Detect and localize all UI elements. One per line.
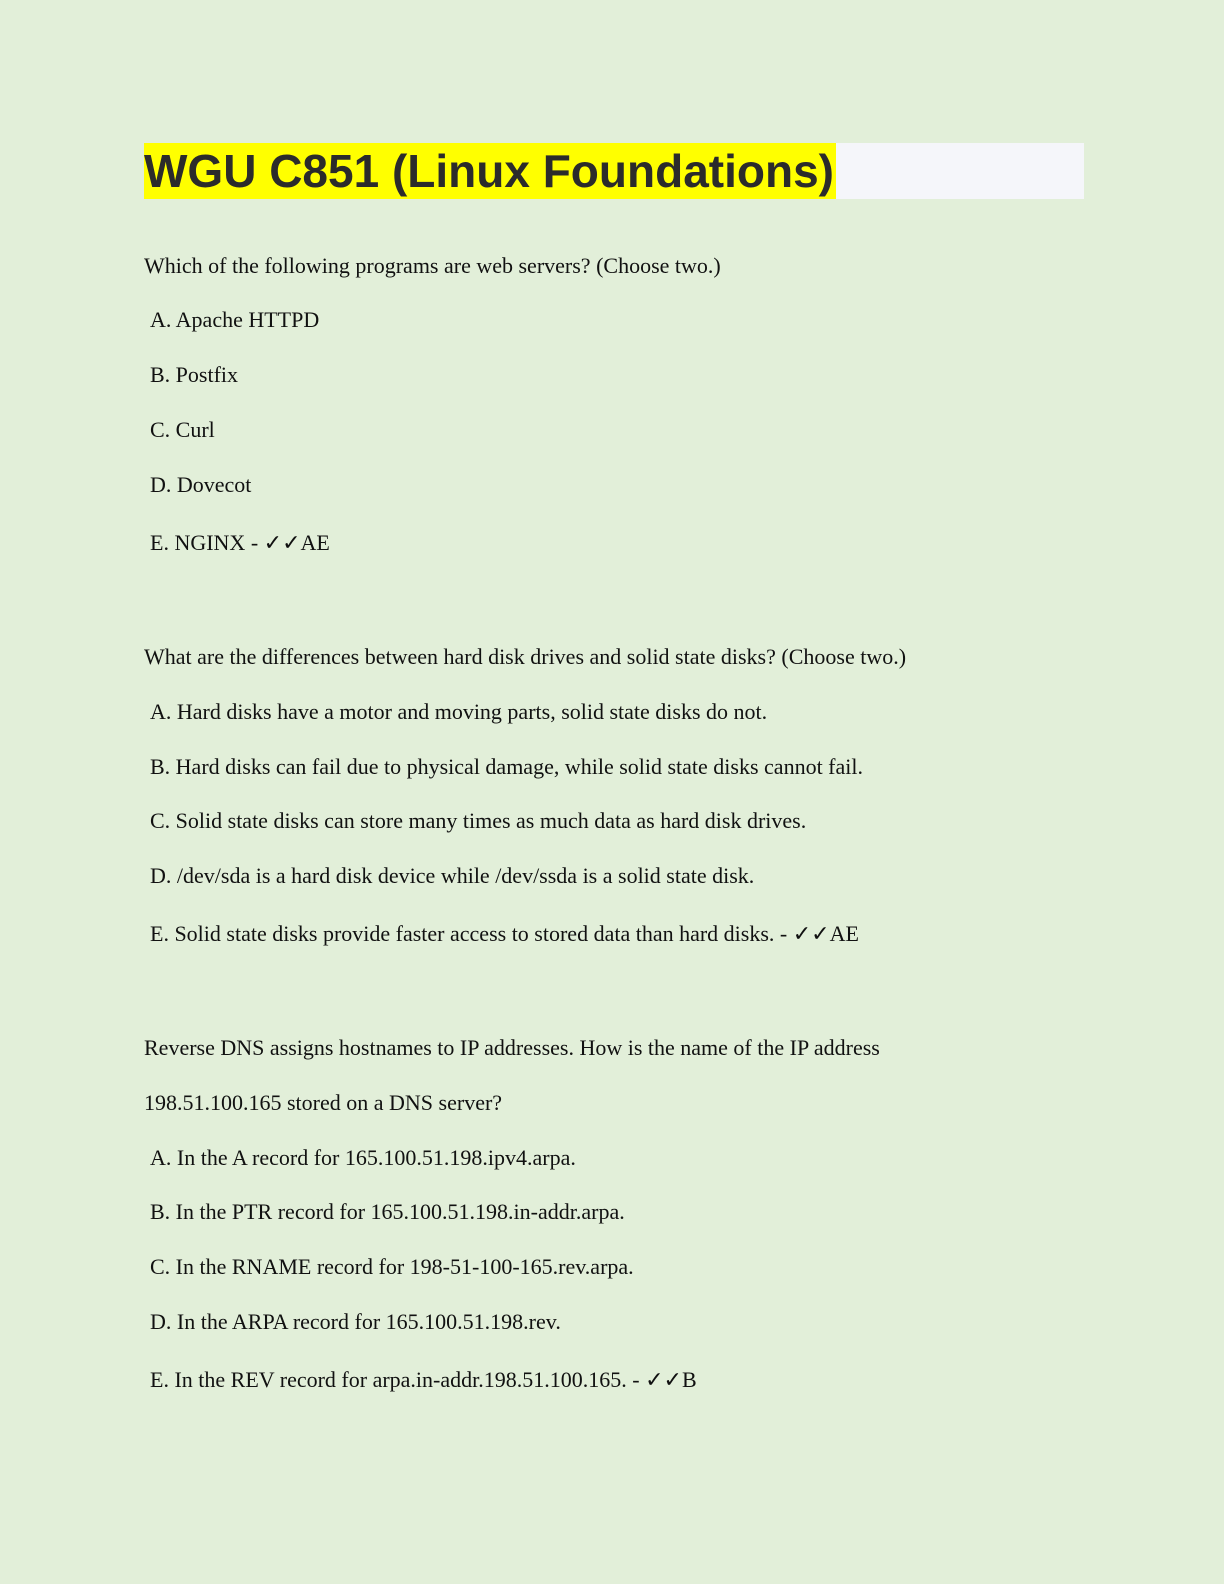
question-prompt: Which of the following programs are web servers? (Choose two.): [144, 253, 721, 278]
answer-option-with-key: [150, 920, 859, 949]
answer-option: D. /dev/sda is a hard disk device while /dev/ssda is a solid state disk.: [150, 863, 755, 888]
answer-option-text: E. In the REV record for arpa.in-addr.198.51.100.165. -: [150, 1367, 646, 1392]
answer-option: C. In the RNAME record for 198-51-100-165.rev.arpa.: [150, 1254, 634, 1279]
question-prompt-continued: 198.51.100.165 stored on a DNS server?: [144, 1090, 503, 1115]
answer-key: AE: [829, 921, 859, 946]
answer-option-with-key: [150, 1366, 697, 1395]
answer-option: C. Solid state disks can store many times as much data as hard disk drives.: [150, 808, 807, 833]
checkmark-icon: ✓✓: [792, 922, 830, 947]
answer-option: B. Hard disks can fail due to physical damage, while solid state disks cannot fail.: [150, 754, 864, 779]
answer-option: A. Apache HTTPD: [150, 307, 320, 332]
question-prompt: Reverse DNS assigns hostnames to IP addresses. How is the name of the IP address: [144, 1035, 880, 1060]
answer-key: AE: [300, 530, 330, 555]
answer-option-text: E. Solid state disks provide faster access to stored data than hard disks. -: [150, 921, 793, 946]
checkmark-icon: ✓✓: [263, 531, 301, 556]
page-title: WGU C851 (Linux Foundations): [144, 145, 834, 197]
answer-option: D. In the ARPA record for 165.100.51.198.rev.: [150, 1309, 561, 1334]
checkmark-icon: ✓✓: [645, 1368, 682, 1393]
answer-key: B: [681, 1367, 697, 1392]
answer-option: A. Hard disks have a motor and moving parts, solid state disks do not.: [150, 699, 768, 724]
answer-option: C. Curl: [150, 417, 215, 442]
answer-option-text: E. NGINX -: [150, 530, 264, 555]
answer-option: D. Dovecot: [150, 472, 252, 497]
answer-option: B. Postfix: [150, 362, 239, 387]
answer-option: B. In the PTR record for 165.100.51.198.in-addr.arpa.: [150, 1199, 625, 1224]
question-prompt: What are the differences between hard disk drives and solid state disks? (Choose two.): [144, 644, 907, 669]
answer-option-with-key: [150, 529, 330, 558]
answer-option: A. In the A record for 165.100.51.198.ipv4.arpa.: [150, 1145, 576, 1170]
